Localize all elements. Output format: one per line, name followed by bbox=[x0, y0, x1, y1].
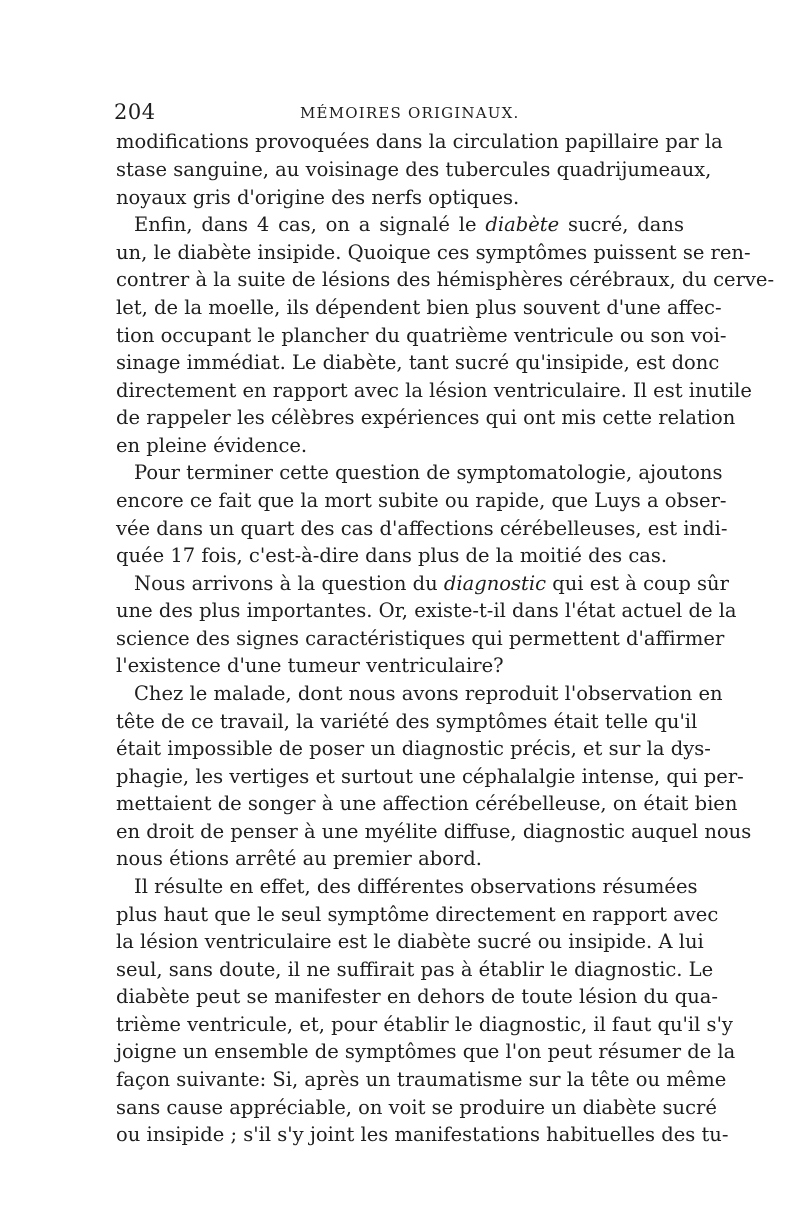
page-number: 204 bbox=[114, 100, 156, 124]
text-line: un, le diabète insipide. Quoique ces symptômes puissent se ren- bbox=[116, 241, 751, 264]
text-line: en pleine évidence. bbox=[116, 434, 308, 457]
emphasis: diabète bbox=[485, 213, 560, 236]
text-span: Enfin, dans 4 cas, on a signalé le bbox=[134, 213, 486, 236]
text-line: en droit de penser à une myélite diffuse, diagnostic auquel nous bbox=[116, 820, 752, 843]
text-line: Chez le malade, dont nous avons reproduit l'observation en bbox=[134, 682, 723, 705]
text-line: était impossible de poser un diagnostic précis, et sur la dys- bbox=[116, 737, 711, 760]
text-line: nous étions arrêté au premier abord. bbox=[116, 847, 482, 870]
text-line: phagie, les vertiges et surtout une céphalalgie intense, qui per- bbox=[116, 765, 744, 788]
text-line: trième ventricule, et, pour établir le diagnostic, il faut qu'il s'y bbox=[116, 1013, 733, 1036]
text-line: la lésion ventriculaire est le diabète sucré ou insipide. A lui bbox=[116, 930, 704, 953]
text-span: qui est à coup sûr bbox=[546, 572, 729, 595]
text-span: sucré, dans bbox=[559, 213, 684, 236]
text-line: mettaient de songer à une affection cérébelleuse, on était bien bbox=[116, 792, 738, 815]
text-line: Pour terminer cette question de symptomatologie, ajoutons bbox=[134, 461, 723, 484]
text-line: tion occupant le plancher du quatrième ventricule ou son voi- bbox=[116, 324, 727, 347]
text-line: l'existence d'une tumeur ventriculaire? bbox=[116, 654, 504, 677]
text-span: Nous arrivons à la question du bbox=[134, 572, 444, 595]
text-line: de rappeler les célèbres expériences qui ont mis cette relation bbox=[116, 406, 736, 429]
text-line: modifications provoquées dans la circulation papillaire par la bbox=[116, 130, 723, 153]
text-line: sans cause appréciable, on voit se produire un diabète sucré bbox=[116, 1096, 717, 1119]
text-line: une des plus importantes. Or, existe-t-il dans l'état actuel de la bbox=[116, 599, 737, 622]
emphasis: diagnostic bbox=[443, 572, 547, 595]
text-line: tête de ce travail, la variété des symptômes était telle qu'il bbox=[116, 710, 698, 733]
text-line: contrer à la suite de lésions des hémisphères cérébraux, du cerve- bbox=[116, 268, 775, 291]
text-line: diabète peut se manifester en dehors de toute lésion du qua- bbox=[116, 985, 718, 1008]
text-line: vée dans un quart des cas d'affections cérébelleuses, est indi- bbox=[116, 517, 728, 540]
text-line: ou insipide ; s'il s'y joint les manifestations habituelles des tu- bbox=[116, 1123, 729, 1146]
text-line: noyaux gris d'origine des nerfs optiques. bbox=[116, 186, 520, 209]
text-line: sinage immédiat. Le diabète, tant sucré qu'insipide, est donc bbox=[116, 351, 720, 374]
text-line: encore ce fait que la mort subite ou rapide, que Luys a obser- bbox=[116, 489, 727, 512]
text-line: directement en rapport avec la lésion ventriculaire. Il est inutile bbox=[116, 379, 752, 402]
text-line: seul, sans doute, il ne suffirait pas à établir le diagnostic. Le bbox=[116, 958, 714, 981]
text-line: Il résulte en effet, des différentes observations résumées bbox=[134, 875, 698, 898]
text-line: plus haut que le seul symptôme directement en rapport avec bbox=[116, 903, 719, 926]
text-line bbox=[116, 570, 729, 598]
text-line: joigne un ensemble de symptômes que l'on peut résumer de la bbox=[116, 1040, 736, 1063]
text-line bbox=[116, 211, 684, 239]
text-line: stase sanguine, au voisinage des tubercules quadrijumeaux, bbox=[116, 158, 712, 181]
text-line: let, de la moelle, ils dépendent bien plus souvent d'une affec- bbox=[116, 296, 722, 319]
text-line: façon suivante: Si, après un traumatisme sur la tête ou même bbox=[116, 1068, 727, 1091]
running-title: MÉMOIRES ORIGINAUX. bbox=[300, 104, 520, 122]
text-line: science des signes caractéristiques qui permettent d'affirmer bbox=[116, 627, 725, 650]
text-line: quée 17 fois, c'est-à-dire dans plus de la moitié des cas. bbox=[116, 544, 668, 567]
